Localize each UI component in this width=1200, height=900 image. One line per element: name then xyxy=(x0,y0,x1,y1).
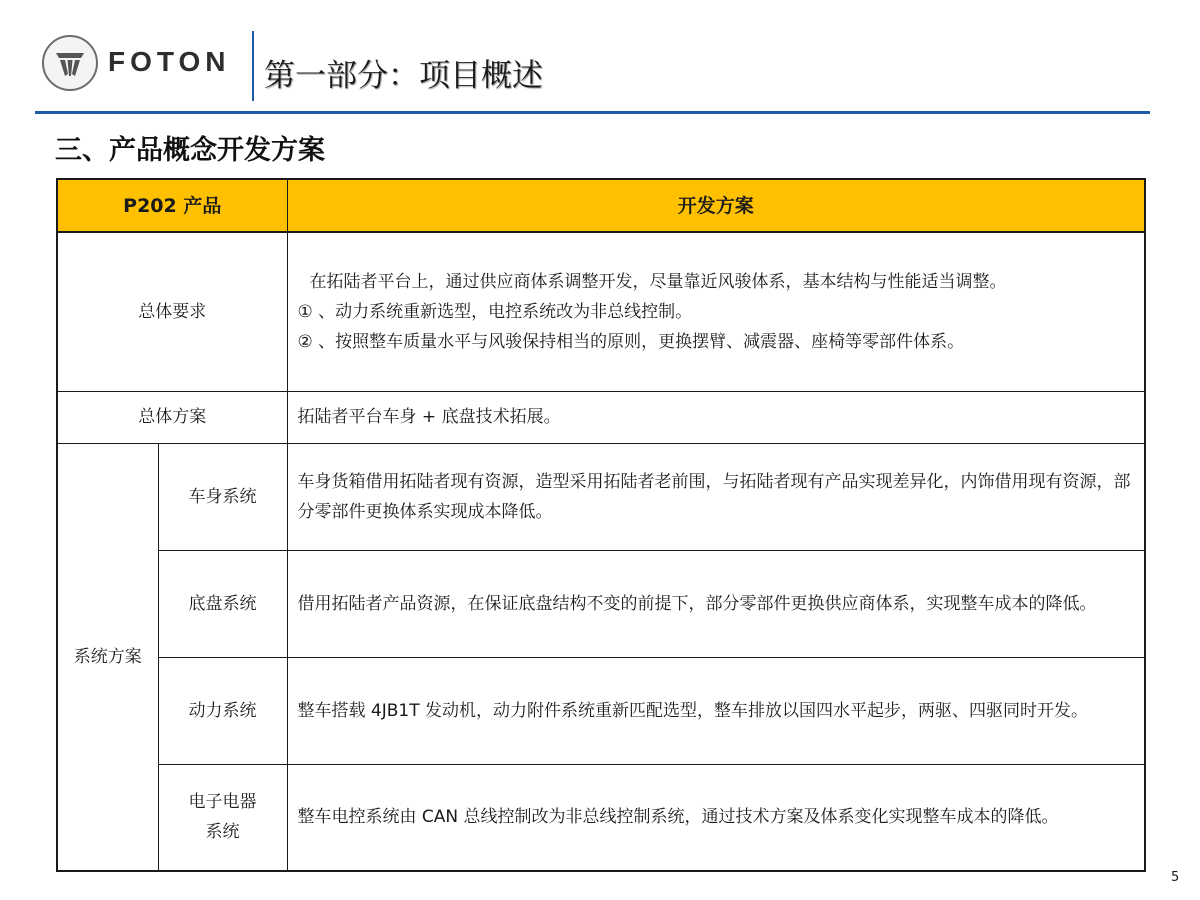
table-row xyxy=(57,550,1145,657)
system-content: 借用拓陆者产品资源，在保证底盘结构不变的前提下，部分零部件更换供应商体系，实现整车成本的降低。 xyxy=(287,550,1145,657)
brand-name: FOTON xyxy=(108,46,231,77)
slide-subtitle: 三、产品概念开发方案 xyxy=(55,135,325,166)
foton-logo xyxy=(42,35,98,91)
overall-plan-content: 拓陆者平台车身 + 底盘技术拓展。 xyxy=(287,391,1145,443)
overall-plan-label: 总体方案 xyxy=(57,391,287,443)
table-row xyxy=(57,657,1145,764)
table-header-row xyxy=(57,179,1145,232)
plan-table-container xyxy=(56,178,1146,872)
system-content: 整车电控系统由 CAN 总线控制改为非总线控制系统，通过技术方案及体系变化实现整车成本的降低。 xyxy=(287,764,1145,871)
system-name: 底盘系统 xyxy=(158,550,287,657)
table-row xyxy=(57,443,1145,550)
table-row xyxy=(57,764,1145,871)
header-plan: 开发方案 xyxy=(287,179,1145,232)
header-product: P202 产品 xyxy=(57,179,287,232)
system-name-line: 系统 xyxy=(205,822,240,843)
plan-table xyxy=(56,178,1146,872)
section-title: 第一部分：项目概述 xyxy=(264,58,543,94)
header-rule xyxy=(35,111,1150,114)
foton-emblem-icon xyxy=(53,46,87,80)
system-name xyxy=(158,764,287,871)
header-divider xyxy=(252,31,254,101)
requirement-line: ② 、按照整车质量水平与风骏保持相当的原则，更换摆臂、减震器、座椅等零部件体系。 xyxy=(297,331,965,352)
requirement-line: 在拓陆者平台上，通过供应商体系调整开发，尽量靠近风骏体系，基本结构与性能适当调整。 xyxy=(309,271,1007,292)
system-content: 车身货箱借用拓陆者现有资源，造型采用拓陆者老前围，与拓陆者现有产品实现差异化，内饰借用现有资源，部分零部件更换体系实现成本降低。 xyxy=(287,443,1145,550)
overall-requirement-content xyxy=(287,232,1145,391)
table-row xyxy=(57,232,1145,391)
overall-requirement-label: 总体要求 xyxy=(57,232,287,391)
requirement-line: ① 、动力系统重新选型，电控系统改为非总线控制。 xyxy=(297,301,693,322)
system-name: 车身系统 xyxy=(158,443,287,550)
system-name-line: 电子电器 xyxy=(188,792,257,813)
table-row xyxy=(57,391,1145,443)
slide-header xyxy=(0,0,1200,115)
system-content: 整车搭载 4JB1T 发动机，动力附件系统重新匹配选型，整车排放以国四水平起步，两驱、四驱同时开发。 xyxy=(287,657,1145,764)
system-name: 动力系统 xyxy=(158,657,287,764)
page-number: 5 xyxy=(1171,870,1180,885)
system-plan-label: 系统方案 xyxy=(57,443,158,871)
